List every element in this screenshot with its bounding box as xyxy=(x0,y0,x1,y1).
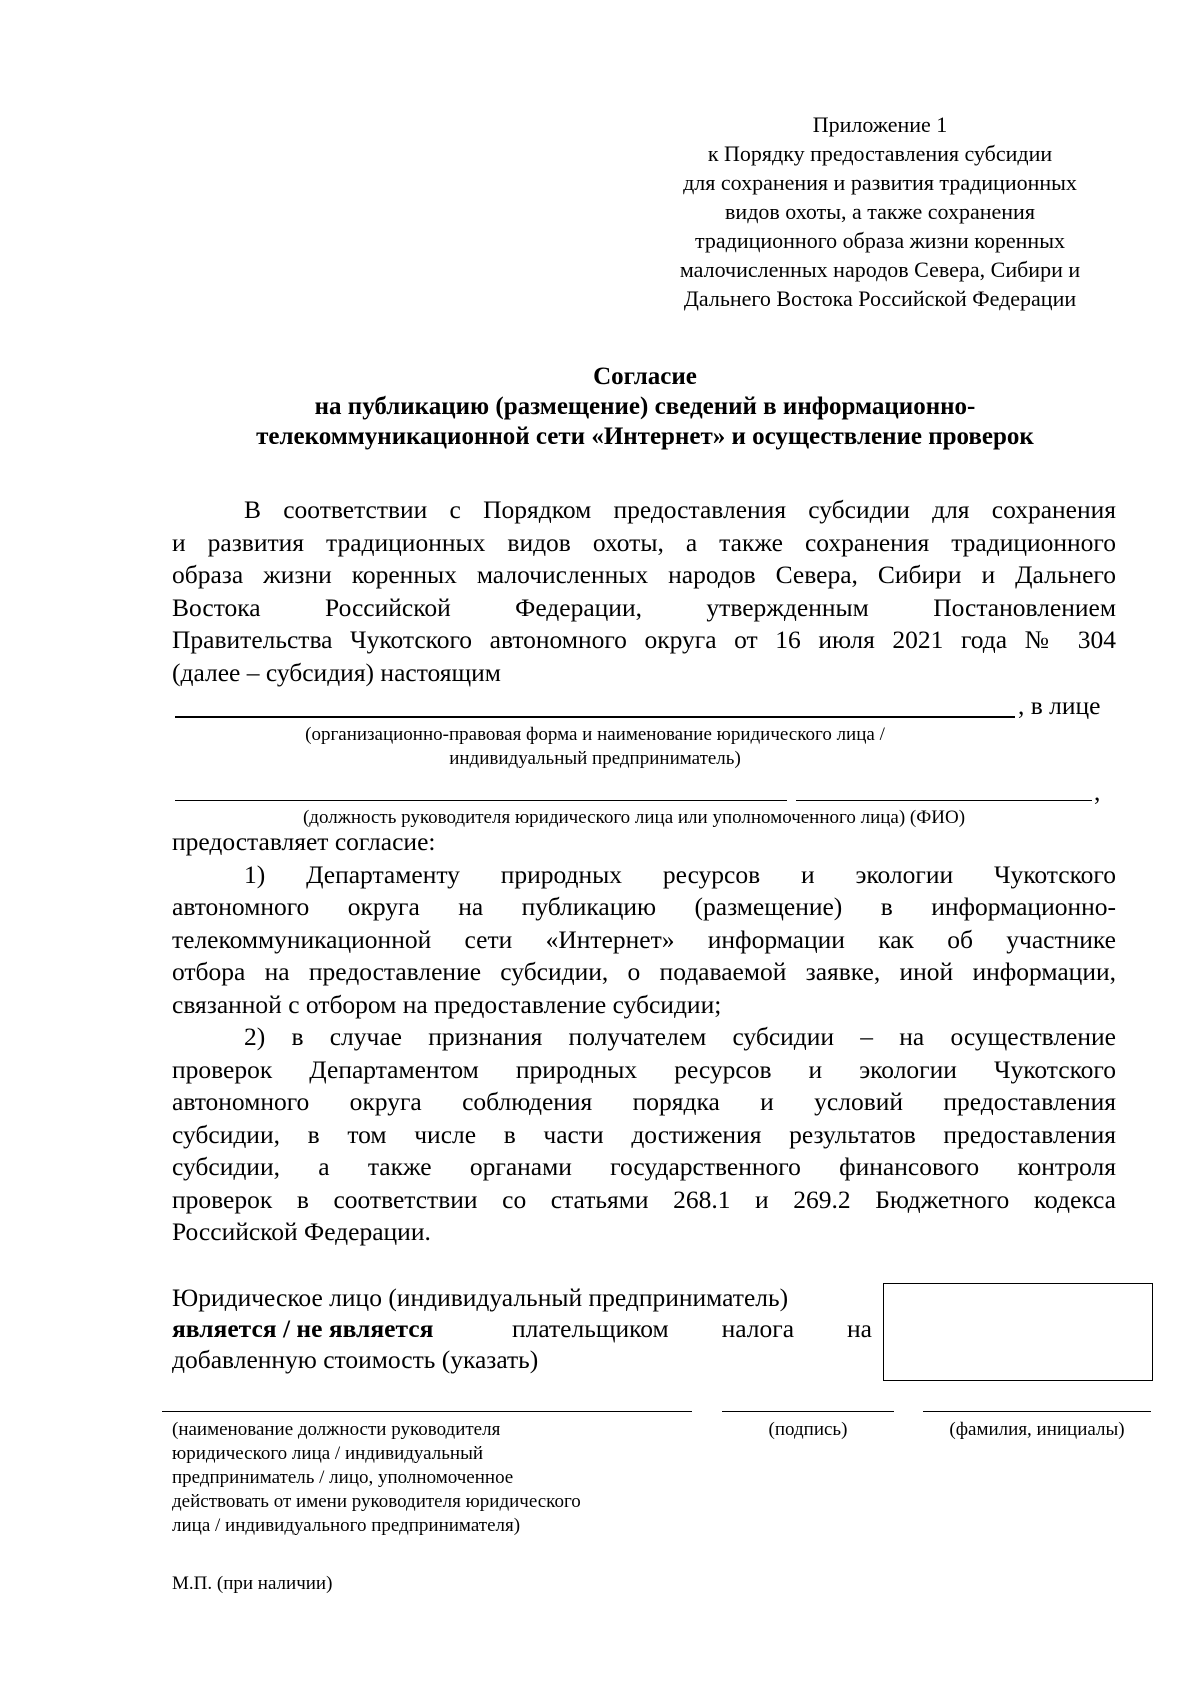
consent-item2-line: автономного округа соблюдения порядка и условий предоставления xyxy=(172,1087,1116,1116)
consent-item1-line: 1) Департаменту природных ресурсов и экологии Чукотского xyxy=(244,859,1116,889)
appendix-line: Приложение 1 xyxy=(812,112,948,137)
vat-choice: является / не является xyxy=(172,1314,434,1343)
head-fio-field[interactable] xyxy=(796,800,1092,801)
appendix-header xyxy=(650,110,1110,313)
org-name-field[interactable] xyxy=(175,716,1015,718)
in-person-label: , в лице xyxy=(1018,691,1101,720)
intro-line: В соответствии с Порядком предоставления субсидии для сохранения xyxy=(244,495,1116,524)
intro-paragraph xyxy=(172,494,1116,689)
signature-line[interactable] xyxy=(722,1411,894,1412)
position-signature-line[interactable] xyxy=(162,1411,692,1412)
intro-line: и развития традиционных видов охоты, а также сохранения традиционного xyxy=(172,527,1116,557)
vat-line xyxy=(172,1313,872,1344)
consent-item1-line: автономного округа на публикацию (размещение) в информационно- xyxy=(172,892,1116,921)
intro-line: Востока Российской Федерации, утвержденным Постановлением xyxy=(172,592,1116,622)
position-caption xyxy=(172,1418,581,1538)
title-line: Согласие xyxy=(593,363,697,390)
name-signature-line[interactable] xyxy=(923,1411,1151,1412)
name-caption: (фамилия, инициалы) xyxy=(949,1419,1125,1440)
head-caption: (должность руководителя юридического лица или уполномоченного лица) (ФИО) xyxy=(302,807,966,828)
consent-item2-line: проверок Департаментом природных ресурсов и экологии Чукотского xyxy=(172,1054,1116,1084)
title-line: телекоммуникационной сети «Интернет» и осуществление проверок xyxy=(256,423,1034,450)
vat-line-rest: плательщиком налога на xyxy=(512,1314,872,1343)
title-line: на публикацию (размещение) сведений в информационно- xyxy=(314,393,976,420)
position-caption-line: лица / индивидуального предпринимателя) xyxy=(172,1515,521,1536)
head-position-field[interactable] xyxy=(175,800,787,801)
consent-item2-line: Российской Федерации. xyxy=(172,1217,431,1246)
position-caption-line: юридического лица / индивидуальный xyxy=(172,1443,484,1464)
position-caption-line: действовать от имени руководителя юридического xyxy=(172,1491,581,1512)
org-caption-line: (организационно-правовая форма и наименование юридического лица / xyxy=(305,724,885,745)
consent-lead: предоставляет согласие: xyxy=(172,827,436,856)
consent-section xyxy=(172,826,1116,1249)
consent-item1-line: связанной с отбором на предоставление субсидии; xyxy=(172,989,722,1019)
comma-mark: , xyxy=(1094,777,1101,806)
stamp-note: М.П. (при наличии) xyxy=(172,1573,333,1594)
consent-item1-line: телекоммуникационной сети «Интернет» информации как об участнике xyxy=(172,924,1116,954)
consent-item1-line: отбора на предоставление субсидии, о подаваемой заявке, иной информации, xyxy=(172,957,1116,986)
appendix-line: Дальнего Востока Российской Федерации xyxy=(683,286,1077,311)
consent-item2-line: проверок в соответствии со статьями 268.1 и 269.2 Бюджетного кодекса xyxy=(172,1184,1116,1214)
intro-line: Правительства Чукотского автономного округа от 16 июля 2021 года № 304 xyxy=(172,625,1116,654)
consent-item2-line: субсидии, в том числе в части достижения результатов предоставления xyxy=(172,1119,1116,1149)
vat-line-rest-wrap xyxy=(512,1313,872,1344)
intro-line: образа жизни коренных малочисленных народов Севера, Сибири и Дальнего xyxy=(172,560,1116,589)
position-caption-line: (наименование должности руководителя xyxy=(172,1419,501,1440)
vat-line: Юридическое лицо (индивидуальный предприниматель) xyxy=(172,1283,789,1312)
appendix-line: малочисленных народов Севера, Сибири и xyxy=(679,257,1081,282)
appendix-line: видов охоты, а также сохранения xyxy=(725,199,1035,224)
signature-caption: (подпись) xyxy=(768,1419,848,1440)
vat-answer-box[interactable] xyxy=(883,1283,1153,1381)
org-caption-line: индивидуальный предприниматель) xyxy=(449,748,741,769)
org-name-caption xyxy=(175,723,1015,771)
document-title xyxy=(160,362,1130,452)
intro-line: (далее – субсидия) настоящим xyxy=(172,657,501,687)
position-caption-line: предприниматель / лицо, уполномоченное xyxy=(172,1467,514,1488)
appendix-line: для сохранения и развития традиционных xyxy=(683,170,1077,195)
consent-item2-line: 2) в случае признания получателем субсидии – на осуществление xyxy=(244,1022,1116,1051)
consent-item2-line: субсидии, а также органами государственного финансового контроля xyxy=(172,1152,1116,1181)
appendix-line: к Порядку предоставления субсидии xyxy=(707,141,1053,166)
vat-line: добавленную стоимость (указать) xyxy=(172,1345,539,1374)
appendix-line: традиционного образа жизни коренных xyxy=(695,228,1065,253)
vat-statement xyxy=(172,1282,872,1375)
